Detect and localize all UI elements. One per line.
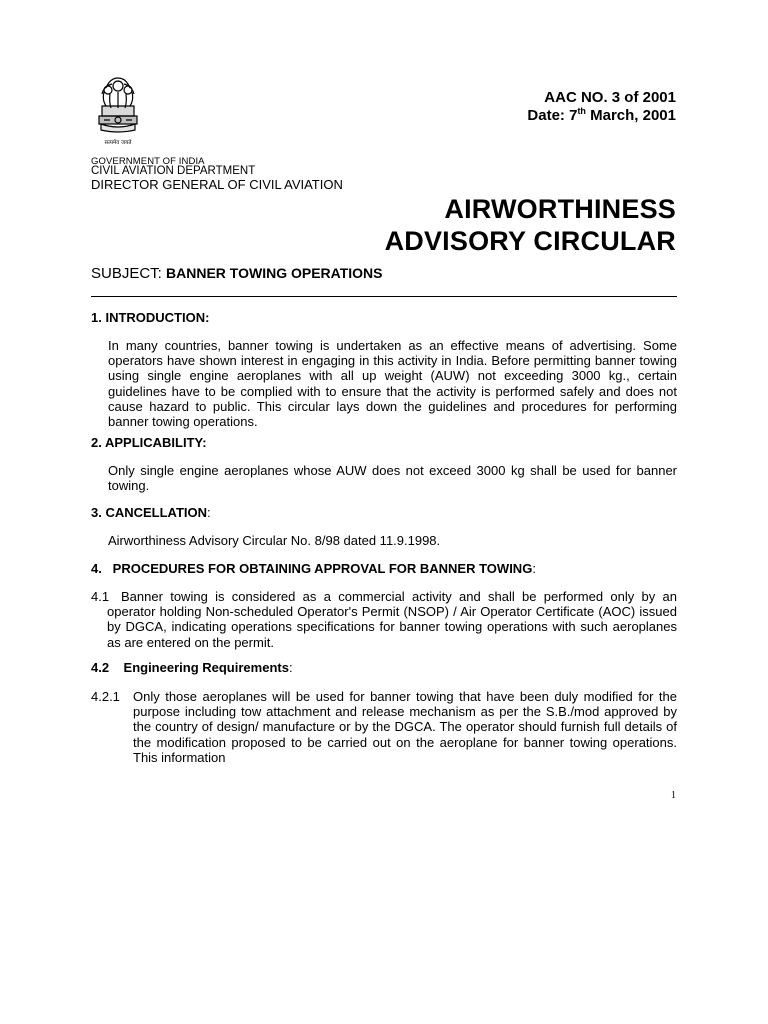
subsection-heading-engineering: 4.2 Engineering Requirements:: [91, 660, 293, 675]
government-label: GOVERNMENT OF INDIA: [91, 156, 205, 167]
emblem-motto: सत्यमेव जयते: [104, 140, 132, 146]
title-line-1: AIRWORTHINESS: [444, 194, 676, 224]
clause-4-2-1: [91, 689, 677, 765]
section-heading-introduction: 1. INTRODUCTION:: [91, 310, 210, 325]
clause-number: 4.2.1: [91, 689, 120, 704]
section-heading-cancellation: 3. CANCELLATION:: [91, 505, 211, 520]
section-heading-procedures: 4. PROCEDURES FOR OBTAINING APPROVAL FOR BANNER TOWING:: [91, 561, 536, 576]
clause-number: 4.1: [91, 589, 110, 604]
divider-rule: [91, 296, 677, 297]
applicability-text: Only single engine aeroplanes whose AUW does not exceed 3000 kg shall be used for banner towing.: [108, 463, 677, 494]
clause-text: Only those aeroplanes will be used for banner towing that have been duly modified for the purpose including tow attachment and release mechanism as per the S.B./mod approved by the country of design/ manufacture or by the DGCA. The operator should furnish full details of the modification proposed to be carried out on the aeroplane for banner towing operations. This information: [133, 689, 677, 765]
clause-text: Banner towing is considered as a commercial activity and shall be performed only by an operator holding Non-scheduled Operator's Permit (NSOP) / Air Operator Certificate (AOC) issued by DGCA, indicating operations specifications for banner towing operations with such aeroplanes as are entered on the permit.: [107, 589, 677, 650]
title-line-2: ADVISORY CIRCULAR: [384, 226, 676, 256]
cancellation-text: Airworthiness Advisory Circular No. 8/98 dated 11.9.1998.: [108, 533, 441, 548]
subject-value: BANNER TOWING OPERATIONS: [166, 265, 383, 281]
subject-line: SUBJECT: BANNER TOWING OPERATIONS: [91, 265, 383, 282]
director-label: DIRECTOR GENERAL OF CIVIL AVIATION: [91, 177, 343, 192]
clause-4-1: [91, 589, 677, 650]
page-number: 1: [671, 790, 676, 801]
circular-date: Date: 7th March, 2001: [527, 106, 676, 124]
aac-number: AAC NO. 3 of 2001: [544, 89, 676, 106]
document-title: [385, 193, 676, 257]
department-label: CIVIL AVIATION DEPARTMENT: [91, 165, 256, 177]
introduction-text: In many countries, banner towing is undertaken as an effective means of advertising. Some operators have shown interest in engaging in this activity in India. Before permitting banner towing using single engine aeroplanes with all up weight (AUW) not exceeding 3000 kg., certain guidelines have to be complied with to ensure that the activity is performed safely and does not cause hazard to public. This circular lays down the guidelines and procedures for performing banner towing operations.: [108, 338, 677, 430]
section-heading-applicability: 2. APPLICABILITY:: [91, 435, 207, 450]
circular-reference: [527, 89, 676, 125]
national-emblem-logo: [92, 70, 144, 152]
